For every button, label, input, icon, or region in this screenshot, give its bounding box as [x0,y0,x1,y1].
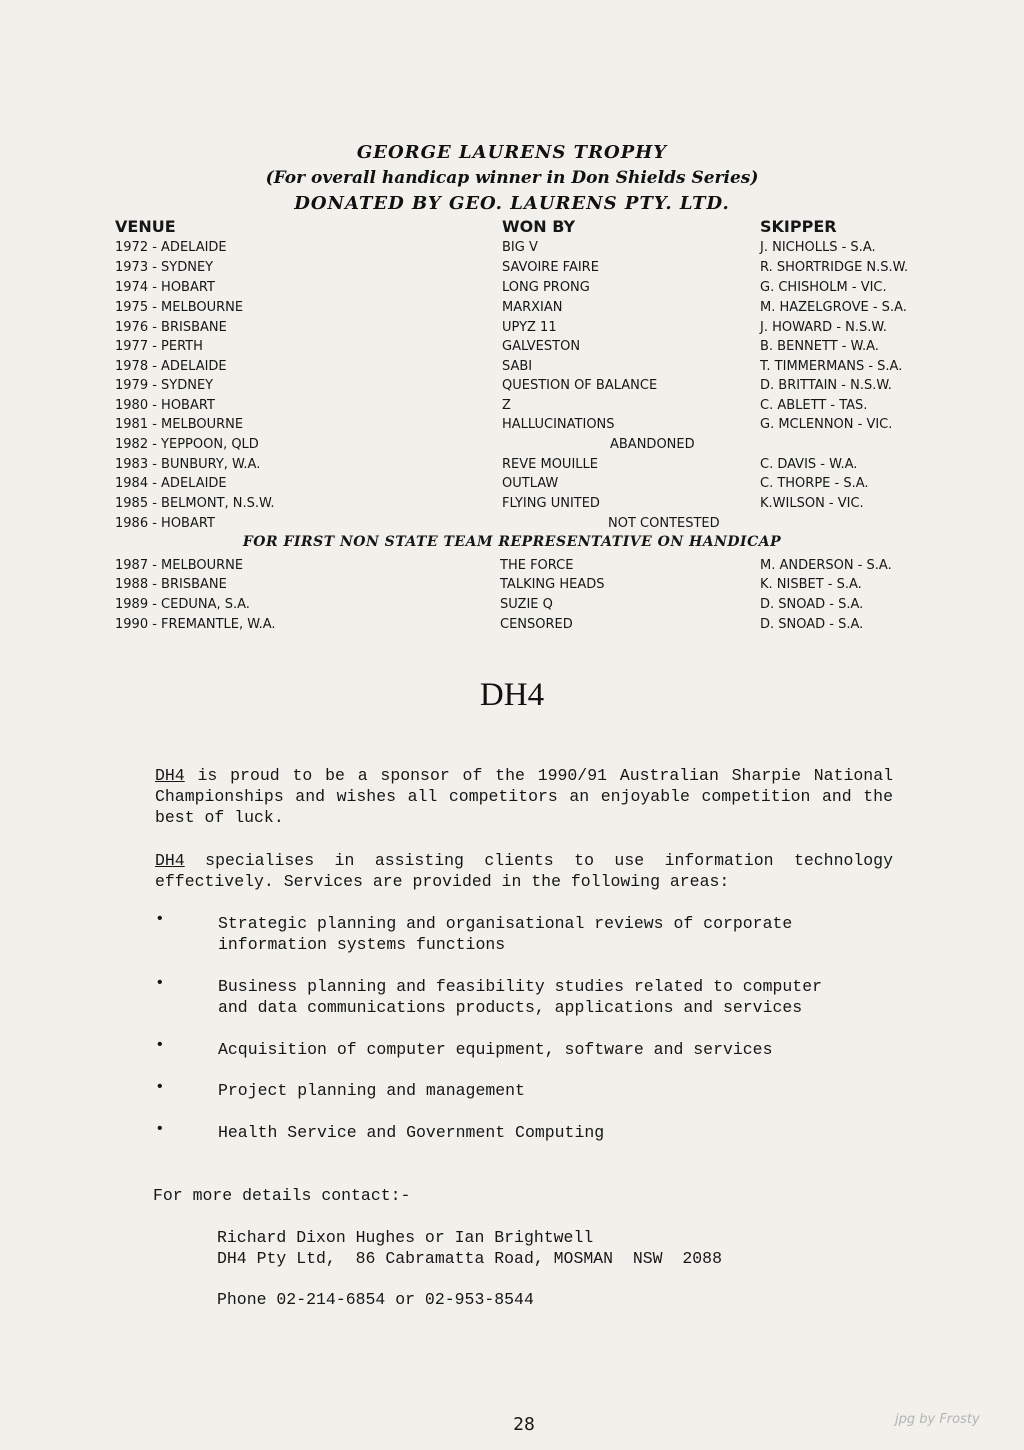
service-item: Acquisition of computer equipment, software and services [218,1040,773,1059]
table-row [0,278,1024,298]
bullet-icon: • [155,1120,165,1138]
venue-cell: 1974 - HOBART [115,280,215,295]
venue-cell: 1978 - ADELAIDE [115,359,227,374]
venue-cell: 1975 - MELBOURNE [115,300,244,315]
skipper-cell: B. BENNETT - W.A. [760,339,879,354]
won-by-cell: CENSORED [500,617,573,632]
table-row [0,514,1024,534]
skipper-cell: C. ABLETT - TAS. [760,398,868,413]
won-by-cell: TALKING HEADS [500,577,605,592]
table-row [0,357,1024,377]
skipper-cell: G. CHISHOLM - VIC. [760,280,887,295]
table-row [0,494,1024,514]
contact-intro: For more details contact:- [153,1186,411,1205]
bullet-icon: • [155,974,165,992]
skipper-cell: D. SNOAD - S.A. [760,597,864,612]
won-by-cell: REVE MOUILLE [502,457,598,472]
header-venue: VENUE [115,217,176,236]
table-subheading: FOR FIRST NON STATE TEAM REPRESENTATIVE ON HANDICAP [242,534,782,550]
header-skipper: SKIPPER [760,217,837,236]
skipper-cell: G. MCLENNON - VIC. [760,417,893,432]
scan-credit: jpg by Frosty [895,1412,980,1427]
table-row [0,238,1024,258]
dh4-paragraph-1 [155,765,893,828]
table-row [0,575,1024,595]
venue-cell: 1985 - BELMONT, N.S.W. [115,496,275,511]
service-item: Business planning and feasibility studies related to computer and data communications products, applications and services [218,977,822,1017]
skipper-cell: J. NICHOLLS - S.A. [760,240,876,255]
venue-cell: 1987 - MELBOURNE [115,558,244,573]
skipper-cell: M. HAZELGROVE - S.A. [760,300,907,315]
venue-cell: 1973 - SYDNEY [115,260,214,275]
skipper-cell: M. ANDERSON - S.A. [760,558,892,573]
won-by-cell: GALVESTON [502,339,581,354]
bullet-icon: • [155,1078,165,1096]
venue-cell: 1986 - HOBART [115,516,215,531]
venue-cell: 1990 - FREMANTLE, W.A. [115,617,276,632]
table-row [0,556,1024,576]
table-row [0,396,1024,416]
table-row [0,337,1024,357]
header-won-by: WON BY [502,217,576,236]
venue-cell: 1983 - BUNBURY, W.A. [115,457,261,472]
venue-cell: 1988 - BRISBANE [115,577,227,592]
table-row [0,376,1024,396]
service-item: Health Service and Government Computing [218,1123,605,1142]
skipper-cell: T. TIMMERMANS - S.A. [760,359,903,374]
service-item: Strategic planning and organisational reviews of corporate information systems functions [218,914,793,954]
skipper-cell: D. BRITTAIN - N.S.W. [760,378,892,393]
contact-names: Richard Dixon Hughes or Ian Brightwell [217,1228,594,1247]
note-cell: ABANDONED [610,437,695,452]
venue-cell: 1982 - YEPPOON, QLD [115,437,259,452]
bullet-icon: • [155,910,165,928]
trophy-title: GEORGE LAURENS TROPHY [356,142,668,163]
won-by-cell: BIG V [502,240,538,255]
paragraph-text: is proud to be a sponsor of the 1990/91 Australian Sharpie National Championships and wishes all competitors an enjoyable competition and the best of luck. [155,766,893,827]
skipper-cell: J. HOWARD - N.S.W. [760,320,887,335]
won-by-cell: UPYZ 11 [502,320,557,335]
skipper-cell: K. NISBET - S.A. [760,577,862,592]
skipper-cell: K.WILSON - VIC. [760,496,864,511]
venue-cell: 1981 - MELBOURNE [115,417,244,432]
venue-cell: 1989 - CEDUNA, S.A. [115,597,250,612]
won-by-cell: LONG PRONG [502,280,590,295]
table-row [0,615,1024,635]
won-by-cell: THE FORCE [500,558,574,573]
table-row [0,595,1024,615]
venue-cell: 1976 - BRISBANE [115,320,227,335]
won-by-cell: QUESTION OF BALANCE [502,378,658,393]
contact-address: DH4 Pty Ltd, 86 Cabramatta Road, MOSMAN NSW 2088 [217,1249,722,1268]
won-by-cell: Z [502,398,511,413]
company-name: DH4 [155,851,185,870]
service-item: Project planning and management [218,1081,525,1100]
won-by-cell: SUZIE Q [500,597,553,612]
paragraph-text: specialises in assisting clients to use information technology effectively. Services are provided in the following areas: [155,851,893,891]
dh4-paragraph-2 [155,850,893,892]
contact-phone: Phone 02-214-6854 or 02-953-8544 [217,1290,534,1309]
won-by-cell: OUTLAW [502,476,559,491]
venue-cell: 1979 - SYDNEY [115,378,214,393]
table-row [0,474,1024,494]
company-name: DH4 [155,766,185,785]
venue-cell: 1984 - ADELAIDE [115,476,227,491]
skipper-cell: C. THORPE - S.A. [760,476,869,491]
won-by-cell: SABI [502,359,533,374]
skipper-cell: C. DAVIS - W.A. [760,457,858,472]
table-row [0,455,1024,475]
page-number: 28 [513,1414,535,1435]
venue-cell: 1980 - HOBART [115,398,215,413]
trophy-subtitle: (For overall handicap winner in Don Shields Series) [265,168,759,188]
trophy-donated: DONATED BY GEO. LAURENS PTY. LTD. [294,193,730,214]
table-row [0,298,1024,318]
won-by-cell: FLYING UNITED [502,496,600,511]
venue-cell: 1972 - ADELAIDE [115,240,227,255]
note-cell: NOT CONTESTED [608,516,720,531]
table-row [0,258,1024,278]
skipper-cell: R. SHORTRIDGE N.S.W. [760,260,909,275]
won-by-cell: HALLUCINATIONS [502,417,615,432]
venue-cell: 1977 - PERTH [115,339,203,354]
won-by-cell: MARXIAN [502,300,563,315]
table-row [0,415,1024,435]
table-row [0,435,1024,455]
dh4-title: DH4 [479,677,545,713]
table-row [0,318,1024,338]
bullet-icon: • [155,1036,165,1054]
won-by-cell: SAVOIRE FAIRE [502,260,599,275]
skipper-cell: D. SNOAD - S.A. [760,617,864,632]
